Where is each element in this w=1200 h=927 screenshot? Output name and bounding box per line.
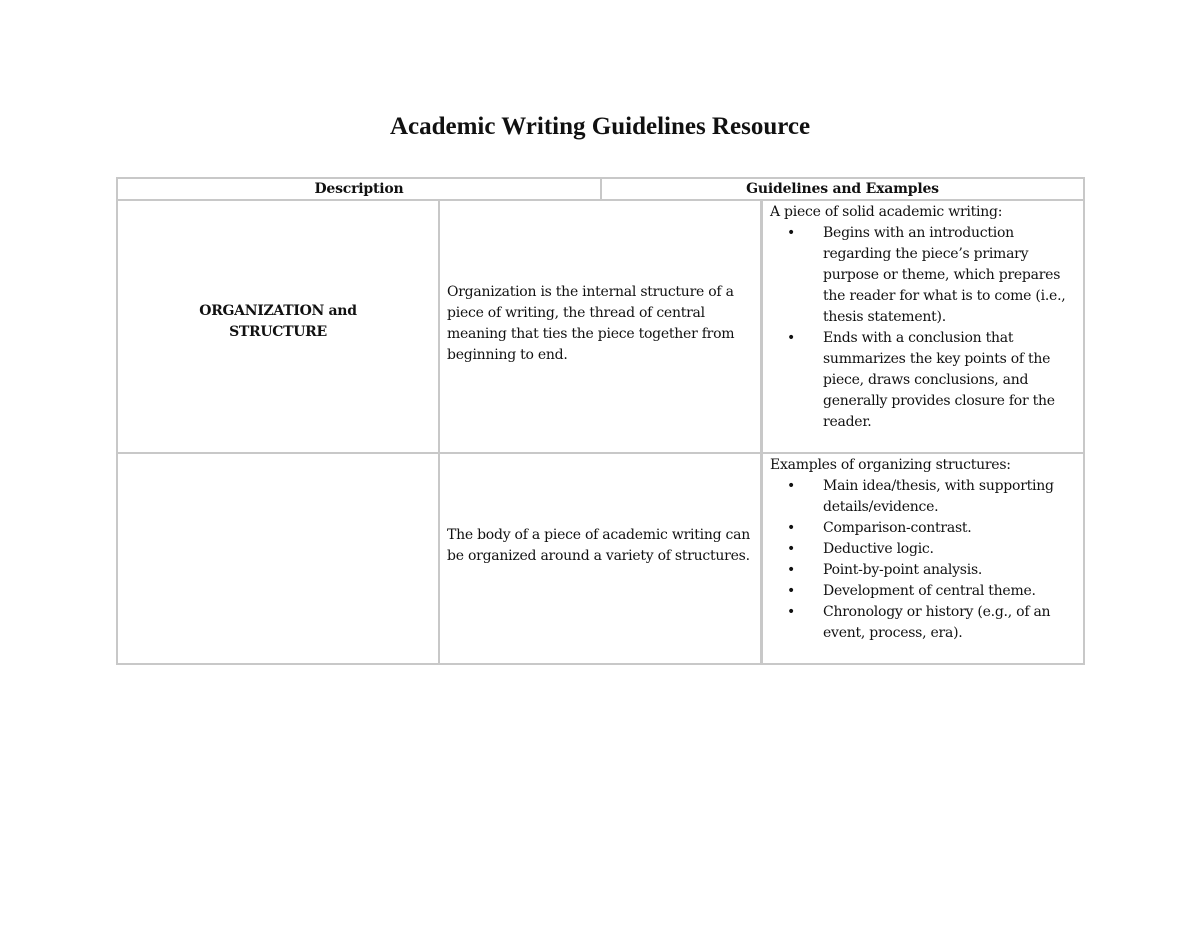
description-text: The body of a piece of academic writing can be organized around a variety of structures. [447,526,750,564]
list-item-text: Deductive logic. [823,541,934,557]
guidelines-list [770,223,1075,433]
bullet-icon: • [787,225,796,241]
list-item-text: Chronology or history (e.g., of an event, process, era). [823,604,1051,641]
table-row [118,199,1083,452]
guidelines-intro: A piece of solid academic writing: [770,204,1003,220]
list-item-text: Main idea/thesis, with supporting details/evidence. [823,478,1054,515]
table-header-row [116,177,1085,201]
list-item [770,581,1075,602]
list-item [770,518,1075,539]
guidelines-list [770,476,1075,644]
description-column-header: Description [118,179,602,199]
list-item-text: Comparison-contrast. [823,520,972,536]
bullet-icon: • [787,562,796,578]
description-cell [440,454,763,663]
bullet-icon: • [787,478,796,494]
row-label [199,301,356,343]
bullet-icon: • [787,520,796,536]
row-label-cell [118,454,440,663]
bullet-icon: • [787,330,796,346]
guidelines-table [116,199,1085,665]
list-item [770,328,1075,433]
description-text: Organization is the internal structure of a piece of writing, the thread of central meaning that ties the piece together from beginning to end. [447,283,735,363]
guidelines-cell [763,201,1083,452]
list-item [770,476,1075,518]
row-label-line: STRUCTURE [229,323,327,340]
list-item [770,602,1075,644]
list-item-text: Development of central theme. [823,583,1036,599]
guidelines-intro: Examples of organizing structures: [770,457,1011,473]
bullet-icon: • [787,604,796,620]
row-label-line: ORGANIZATION and [199,302,357,319]
list-item [770,560,1075,581]
bullet-icon: • [787,541,796,557]
list-item [770,539,1075,560]
guidelines-cell [763,454,1083,663]
list-item-text: Point-by-point analysis. [823,562,983,578]
list-item-text: Ends with a conclusion that summarizes the key points of the piece, draws conclusions, and generally provides closure for the reader. [823,330,1055,430]
page-title: Academic Writing Guidelines Resource [389,113,811,140]
bullet-icon: • [787,583,796,599]
list-item [770,223,1075,328]
list-item-text: Begins with an introduction regarding the piece’s primary purpose or theme, which prepares the reader for what is to come (i.e., thesis statement). [823,225,1066,325]
table-row [118,452,1083,663]
row-label-cell [118,201,440,452]
guidelines-column-header: Guidelines and Examples [746,181,939,197]
description-cell [440,201,763,452]
